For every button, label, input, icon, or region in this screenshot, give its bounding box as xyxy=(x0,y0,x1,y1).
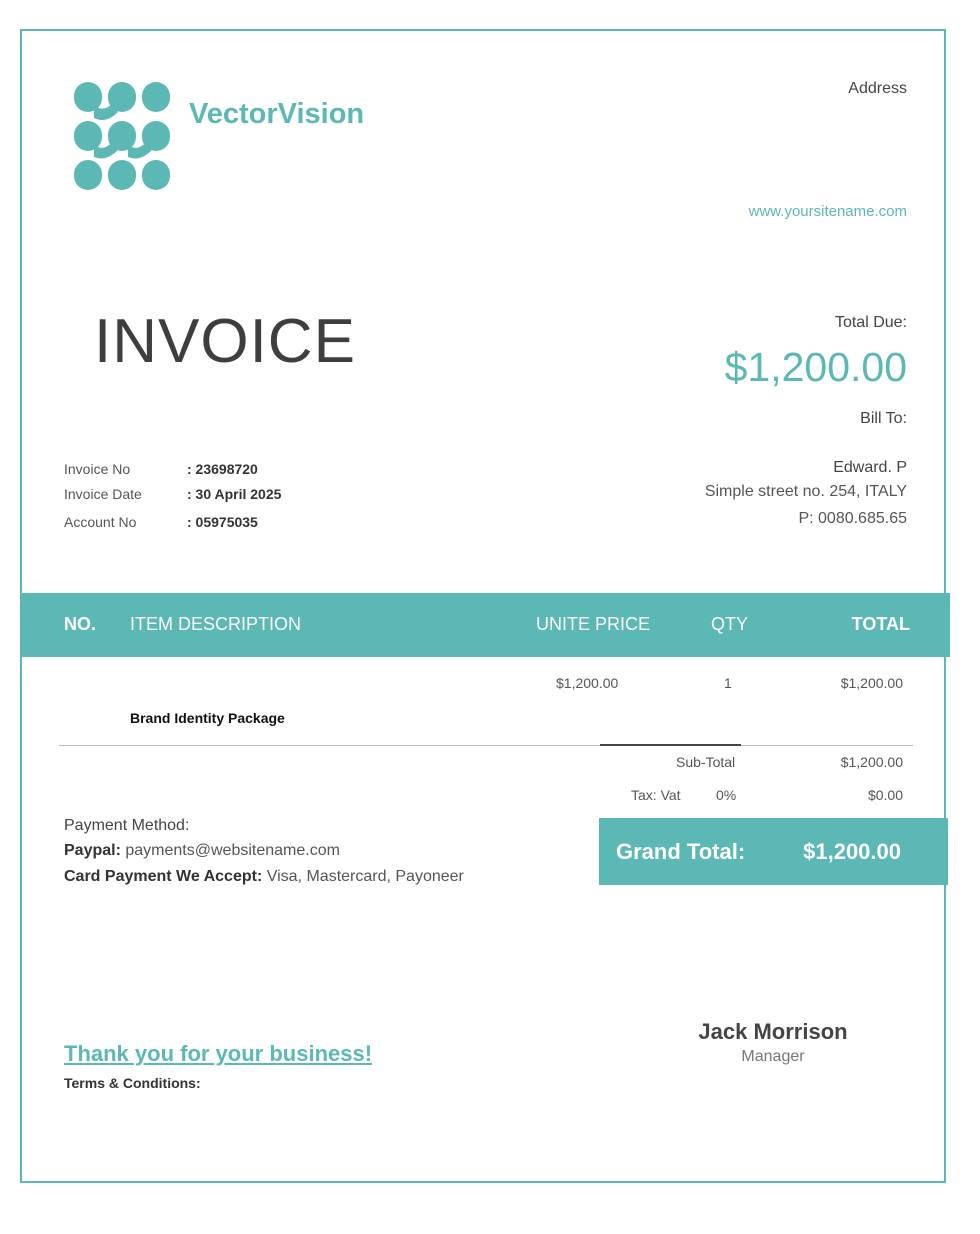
total-due-label: Total Due: xyxy=(834,314,907,331)
row-qty: 1 xyxy=(724,675,732,691)
total-due-amount: $1,200.00 xyxy=(724,344,907,390)
items-table-header xyxy=(22,593,950,657)
row-unit-price: $1,200.00 xyxy=(556,675,619,691)
column-header-unit-price: UNITE PRICE xyxy=(536,614,651,634)
grand-total-box xyxy=(599,818,948,885)
thank-you-link[interactable]: Thank you for your business! xyxy=(64,1041,373,1066)
paypal-email: payments@websitename.com xyxy=(125,842,340,859)
invoice-number-value: : 23698720 xyxy=(187,461,258,477)
card-payment-methods: Visa, Mastercard, Payoneer xyxy=(266,868,464,885)
summary-divider xyxy=(600,744,741,746)
column-header-description: ITEM DESCRIPTION xyxy=(130,614,302,634)
company-address-label: Address xyxy=(848,80,907,97)
client-phone: P: 0080.685.65 xyxy=(798,510,907,527)
client-name: Edward. P xyxy=(833,459,907,476)
card-payment-label: Card Payment We Accept: xyxy=(64,868,263,885)
company-website-link[interactable]: www.yoursitename.com xyxy=(748,203,907,220)
signer-name: Jack Morrison xyxy=(698,1019,848,1044)
row-total: $1,200.00 xyxy=(840,675,903,691)
bill-to-label: Bill To: xyxy=(860,410,907,427)
invoice-date-value: : 30 April 2025 xyxy=(187,486,282,502)
row-description: Brand Identity Package xyxy=(130,710,285,726)
tax-label: Tax: Vat xyxy=(631,787,681,803)
account-number-label: Account No xyxy=(64,514,137,530)
invoice-date-label: Invoice Date xyxy=(64,486,142,502)
column-header-no: NO. xyxy=(64,614,97,634)
column-header-qty: QTY xyxy=(711,614,749,634)
invoice-number-label: Invoice No xyxy=(64,461,131,477)
paypal-label: Paypal: xyxy=(64,842,121,859)
page-title: INVOICE xyxy=(94,307,356,376)
payment-method-title: Payment Method: xyxy=(64,817,190,834)
subtotal-value: $1,200.00 xyxy=(840,754,903,770)
subtotal-label: Sub-Total xyxy=(676,754,736,770)
table-divider xyxy=(59,745,913,746)
terms-conditions-label: Terms & Conditions: xyxy=(64,1075,201,1091)
brand-name: VectorVision xyxy=(189,98,365,130)
card-payment-line xyxy=(64,868,464,886)
client-address: Simple street no. 254, ITALY xyxy=(704,483,907,500)
paypal-line xyxy=(64,842,340,860)
dots-grid-logo-icon xyxy=(74,82,170,190)
account-number-value: : 05975035 xyxy=(187,514,258,530)
grand-total-label: Grand Total: xyxy=(616,839,746,864)
column-header-total: TOTAL xyxy=(851,614,910,634)
signer-title: Manager xyxy=(741,1048,805,1065)
tax-rate: 0% xyxy=(716,787,737,803)
grand-total-value: $1,200.00 xyxy=(803,839,901,864)
tax-value: $0.00 xyxy=(867,787,903,803)
